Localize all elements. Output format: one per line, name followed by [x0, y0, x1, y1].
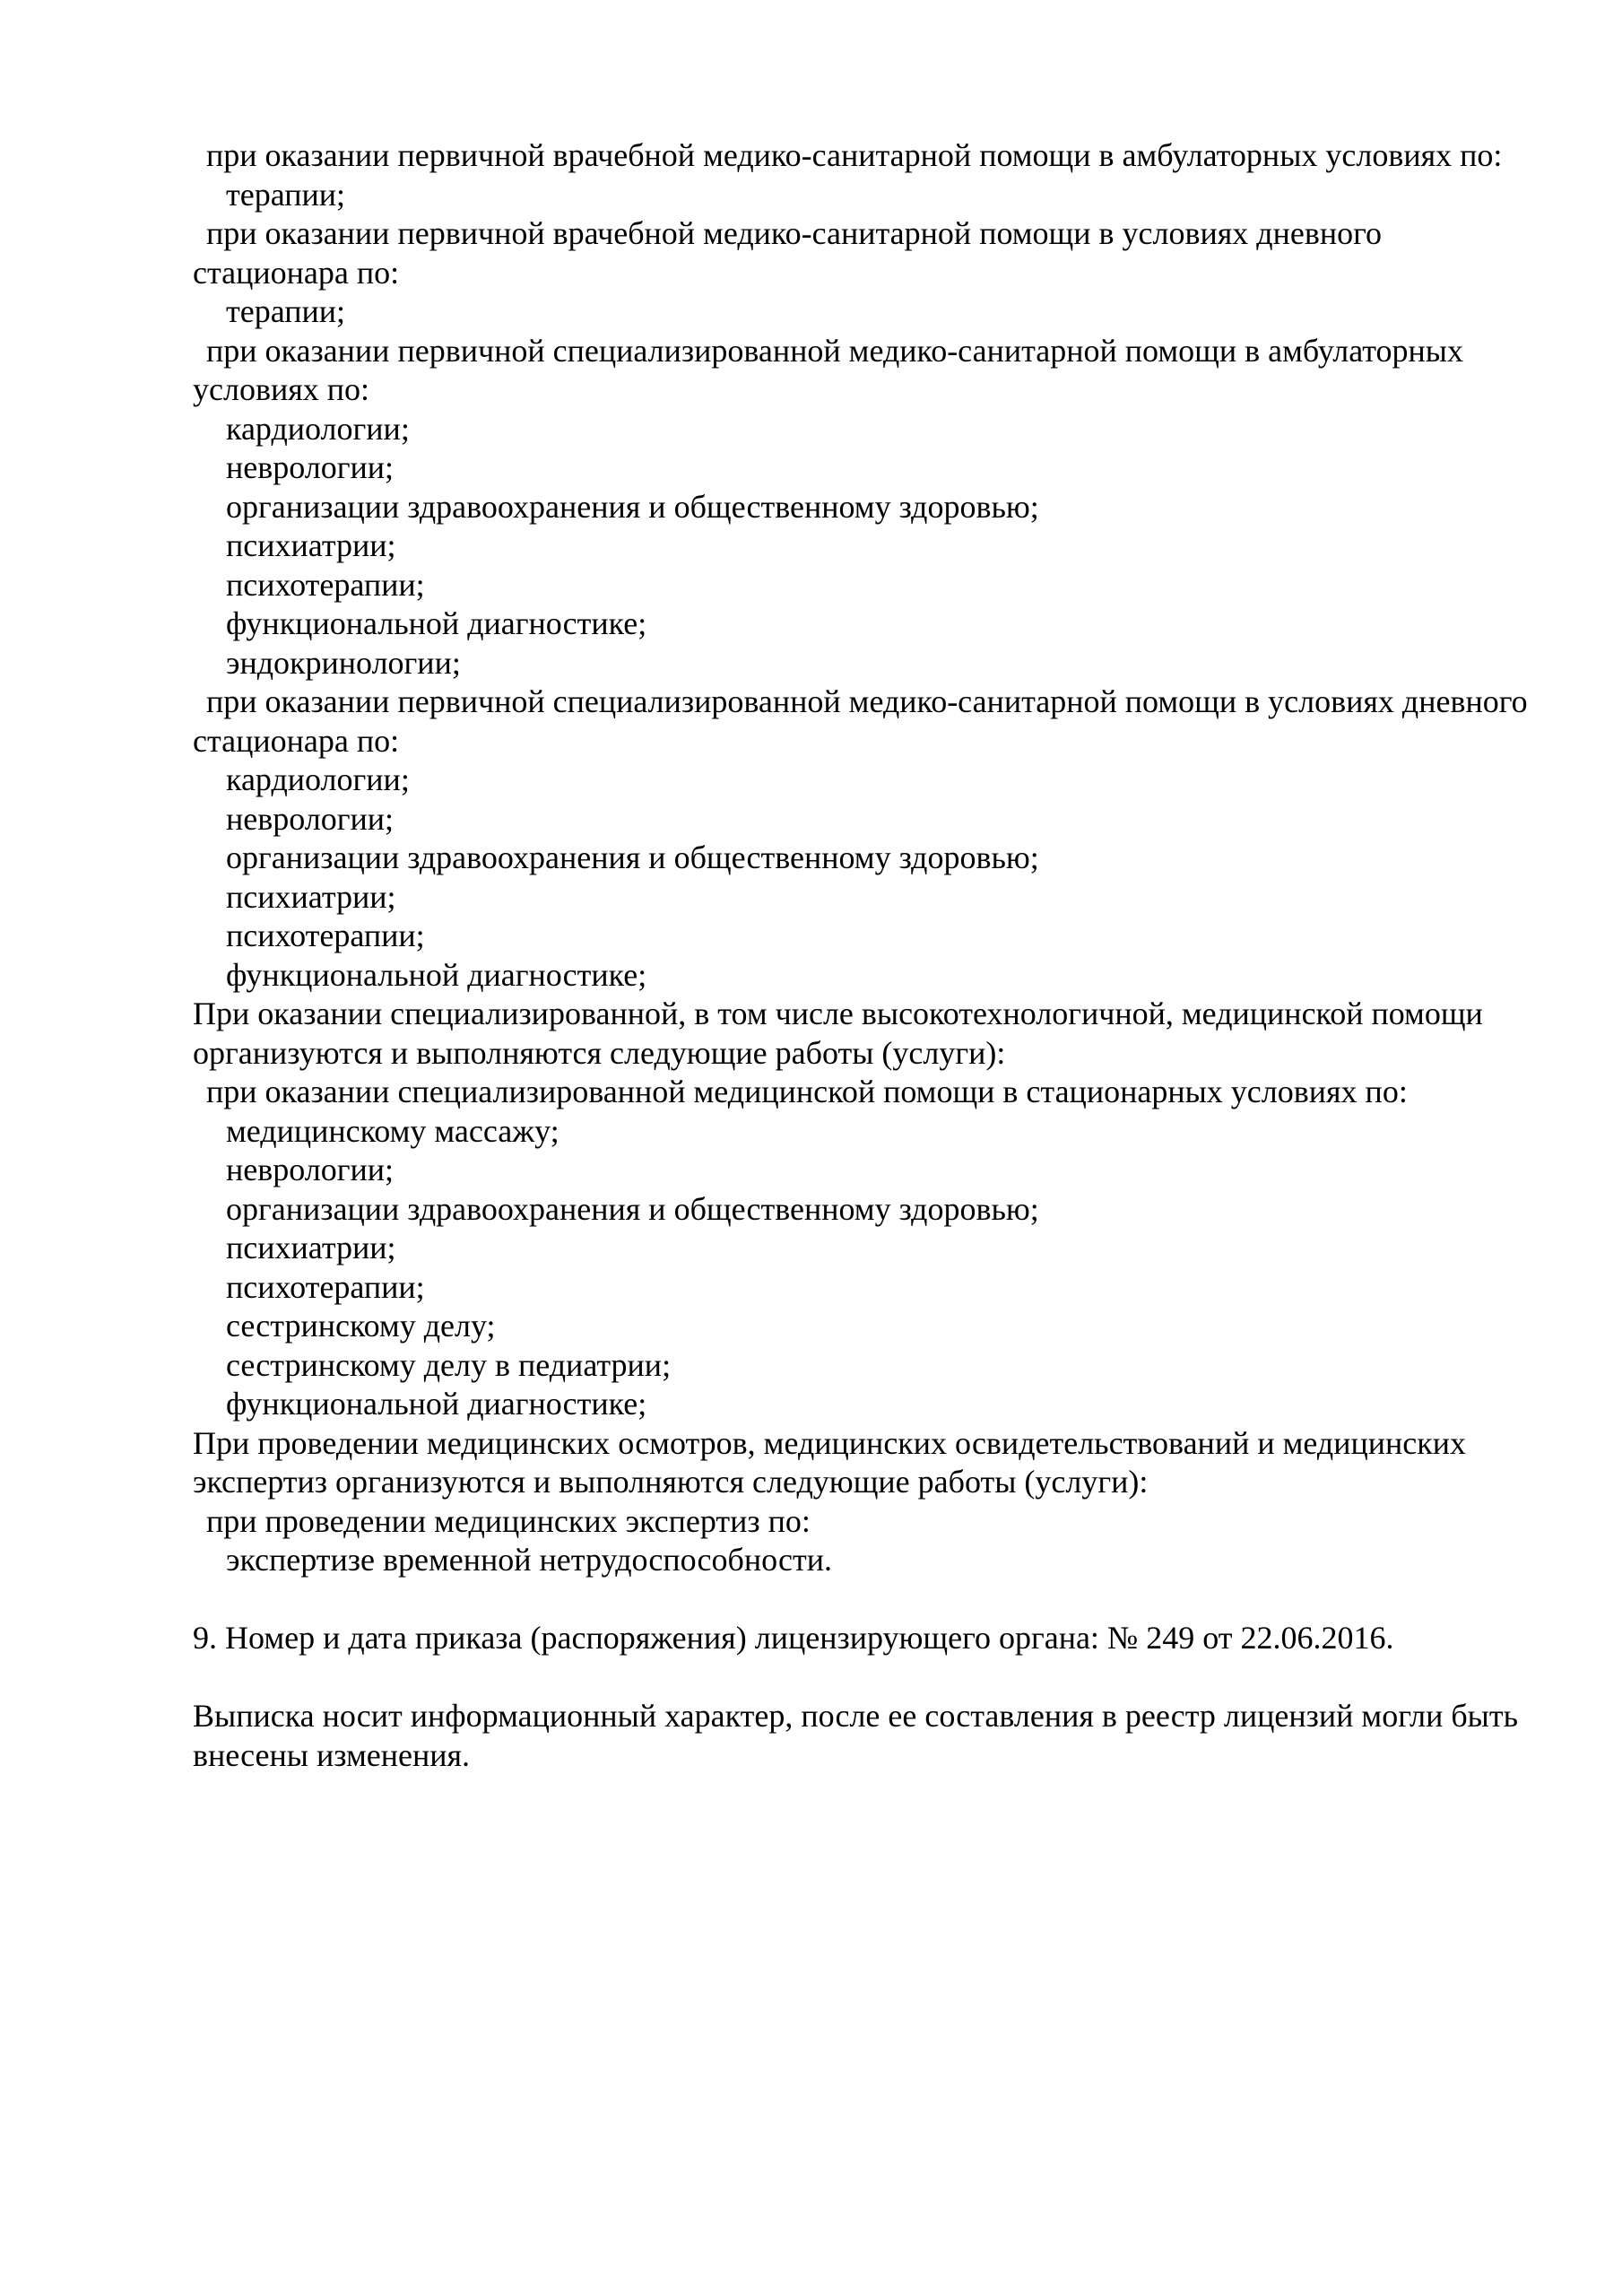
text-line: организации здравоохранения и общественному здоровью; — [226, 839, 1039, 875]
text-line: при оказании первичной врачебной медико-санитарной помощи в условиях дневного — [206, 215, 1382, 251]
text-line: неврологии; — [226, 449, 395, 485]
text-line: При оказании специализированной, в том числе высокотехнологичной, медицинской помощи — [193, 996, 1483, 1031]
blank-line — [193, 1580, 1466, 1620]
text-line: функциональной диагностике; — [226, 605, 647, 641]
text-line: организации здравоохранения и общественному здоровью; — [226, 1190, 1039, 1227]
document-text-block — [193, 136, 1528, 1775]
text-line: при оказании первичной специализированной медико-санитарной помощи в амбулаторных — [206, 332, 1463, 369]
text-line: психотерапии; — [226, 566, 425, 603]
text-line: психотерапии; — [226, 1268, 425, 1305]
text-line: эндокринологии; — [226, 644, 461, 681]
text-line: Выписка носит информационный характер, после ее составления в реестр лицензий могли быть — [193, 1698, 1519, 1734]
text-line: экспертиз организуются и выполняются следующие работы (услуги): — [193, 1464, 1149, 1500]
text-line: экспертизе временной нетрудоспособности. — [226, 1542, 832, 1578]
text-line: кардиологии; — [226, 761, 410, 797]
text-line: функциональной диагностике; — [226, 1386, 647, 1422]
text-line: организации здравоохранения и общественному здоровью; — [226, 488, 1039, 525]
text-line: терапии; — [226, 293, 346, 329]
text-line: функциональной диагностике; — [226, 956, 647, 993]
text-line: неврологии; — [226, 800, 395, 837]
text-line: внесены изменения. — [193, 1736, 471, 1773]
text-line: при оказании первичной врачебной медико-санитарной помощи в амбулаторных условиях по: — [206, 137, 1503, 173]
blank-line — [193, 1658, 1466, 1698]
text-line: психотерапии; — [226, 918, 425, 953]
text-line: психиатрии; — [226, 1230, 396, 1265]
text-line: медицинскому массажу; — [226, 1112, 559, 1149]
text-line: сестринскому делу; — [226, 1308, 496, 1344]
text-line: сестринскому делу в педиатрии; — [226, 1346, 672, 1383]
text-line: условиях по: — [193, 371, 370, 407]
text-line: неврологии; — [226, 1152, 395, 1187]
text-line: психиатрии; — [226, 878, 396, 915]
text-line: стационара по: — [193, 254, 400, 291]
text-line: при проведении медицинских экспертиз по: — [206, 1502, 811, 1539]
text-line: 9. Номер и дата приказа (распоряжения) лицензирующего органа: № 249 от 22.06.2016. — [193, 1620, 1394, 1656]
text-line: организуются и выполняются следующие работы (услуги): — [193, 1034, 1006, 1071]
text-line: при оказании специализированной медицинской помощи в стационарных условиях по: — [206, 1074, 1408, 1109]
text-line: При проведении медицинских осмотров, медицинских освидетельствований и медицинских — [193, 1424, 1467, 1461]
text-line: психиатрии; — [226, 527, 396, 563]
text-line: терапии; — [226, 176, 346, 213]
text-line: стационара по: — [193, 722, 400, 759]
text-line: кардиологии; — [226, 410, 410, 447]
text-line: при оказании первичной специализированной медико-санитарной помощи в условиях дневного — [206, 683, 1528, 719]
